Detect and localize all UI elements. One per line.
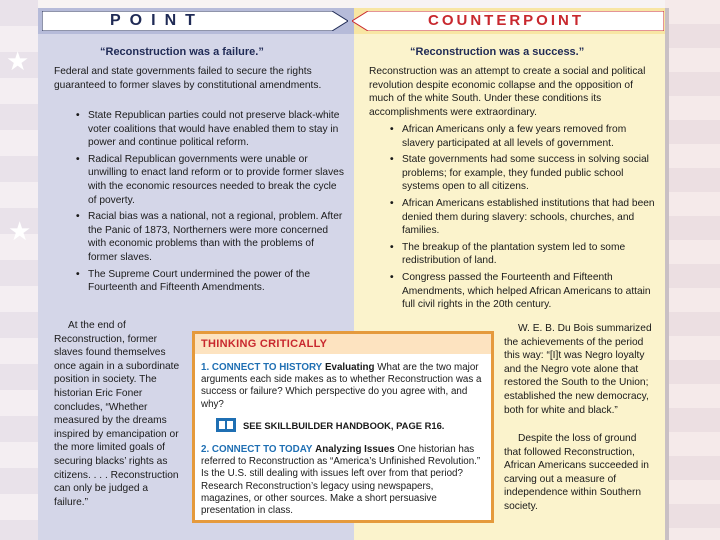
list-item: • Racial bias was a national, not a regional, problem. After the Panic of 1873, Northerners were more concerned with economic problems than with the problems of former slaves. <box>76 210 346 264</box>
point-title: POINT <box>110 12 204 29</box>
question-2-number: 2. <box>201 444 210 455</box>
list-item: • The Supreme Court undermined the power of the Fourteenth and Fifteenth Amendments. <box>76 268 346 295</box>
question-2-text: One historian has referred to Reconstruction as “America’s Unfinished Revolution.” Is the U.S. still dealing with issues left over from that period? Research Reconstruction’s legacy using newspapers, magazines, or other sources. Make a short persuasive presentation in class. <box>201 444 481 517</box>
point-quote: “Reconstruction was a failure.” <box>100 46 264 58</box>
question-2-skill: Analyzing Issues <box>315 444 395 455</box>
point-intro: Federal and state governments failed to secure the rights guaranteed to former slaves by constitutional amendments. <box>54 66 322 91</box>
counterpoint-closing: Despite the loss of ground that followed Reconstruction, African Americans succeeded in carving out a measure of independence within Southern society. <box>504 433 649 512</box>
question-1-kicker: CONNECT TO HISTORY <box>211 362 323 373</box>
list-item: • Congress passed the Fourteenth and Fifteenth Amendments, which helped African Americans to attain full civil rights in the 20th century. <box>390 271 656 312</box>
flag-stripes-right <box>665 0 720 540</box>
question-2-kicker: CONNECT TO TODAY <box>211 444 313 455</box>
question-1 <box>201 362 483 411</box>
handbook-reference: SEE SKILLBUILDER HANDBOOK, PAGE R16. <box>243 420 445 431</box>
list-item: • Radical Republican governments were unable or unwilling to enact land reform or to provide former slaves with the economic resources needed to break the cycle of poverty. <box>76 153 346 207</box>
point-bullet-list <box>76 109 346 298</box>
list-item: • African Americans established institutions that had been denied them during slavery: schools, churches, and families. <box>390 197 656 238</box>
flag-stripes-left <box>0 0 38 540</box>
counterpoint-quote: “Reconstruction was a success.” <box>410 46 585 58</box>
star-icon: ★ <box>6 46 30 76</box>
textbook-page <box>38 8 665 540</box>
counterpoint-intro: Reconstruction was an attempt to create a social and political revolution despite economic collapse and the opposition of much of the white South. Under these conditions its accomplishments were extraordinary. <box>369 66 646 118</box>
counterpoint-bullet-list <box>390 123 656 315</box>
counterpoint-title: COUNTERPOINT <box>428 12 584 29</box>
list-item: • African Americans only a few years removed from slavery participated at all levels of government. <box>390 123 656 150</box>
question-1-text: What are the two major arguments each side makes as to whether Reconstruction was a success or failure? Which perspective do you agree with, and why? <box>201 362 482 410</box>
list-item: • State Republican parties could not preserve black-white voter coalitions that would have enabled them to stay in power and continue political reform. <box>76 109 346 150</box>
question-1-number: 1. <box>201 362 210 373</box>
handbook-icon <box>215 416 237 434</box>
thinking-critically-box <box>192 331 494 523</box>
question-2 <box>201 444 483 517</box>
question-1-skill: Evaluating <box>324 362 375 373</box>
counterpoint-closing-quote: W. E. B. Du Bois summarized the achievements of the period this way: “[I]t was Negro loyalty and the Negro vote alone that restored the South to the Union; established the new democracy, both for white and black.” <box>504 323 652 416</box>
thinking-critically-title: THINKING CRITICALLY <box>201 338 328 350</box>
star-icon: ★ <box>8 216 32 246</box>
point-closing: At the end of Reconstruction, former slaves found themselves once again in a subordinate position in society. The historian Eric Foner concludes, “Whether measured by the dreams inspired by emancipation or the more limited goals of securing blacks’ rights as citizens. . . . Reconstruction can only be judged a failure.” <box>54 320 180 508</box>
list-item: • State governments had some success in solving social problems; for example, they funded public school systems open to all citizens. <box>390 153 656 194</box>
page-edge-shadow <box>665 8 669 540</box>
list-item: • The breakup of the plantation system led to some redistribution of land. <box>390 241 656 268</box>
thinking-critically-header <box>195 334 491 354</box>
